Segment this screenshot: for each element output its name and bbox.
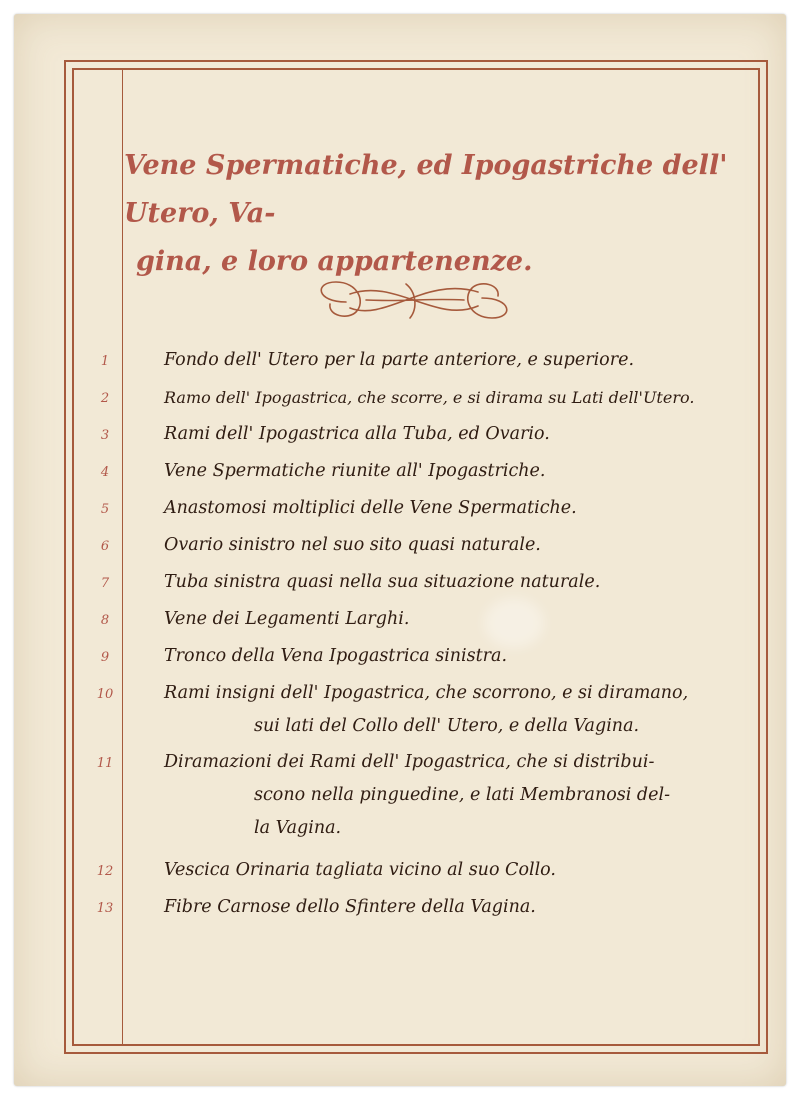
entry-number: 9	[100, 650, 110, 665]
entry-text: Ovario sinistro nel suo sito quasi naturale.	[164, 535, 541, 555]
page-title	[124, 142, 744, 286]
entry-number: 5	[100, 502, 110, 517]
entry-number: 13	[96, 901, 114, 916]
entry-text: Fondo dell' Utero per la parte anteriore, e superiore.	[164, 350, 635, 370]
entry-number: 10	[96, 687, 114, 702]
entry-number: 12	[96, 864, 114, 879]
margin-rule	[122, 68, 123, 1046]
entry-number: 2	[100, 391, 110, 406]
entry-line-3: la Vagina.	[254, 818, 342, 838]
entry-text: Vescica Orinaria tagliata vicino al suo Collo.	[164, 860, 556, 880]
entry-number: 1	[100, 354, 110, 369]
entry-number: 11	[96, 756, 114, 771]
entry-line-1: Diramazioni dei Rami dell' Ipogastrica, che si distribui-	[164, 752, 655, 772]
entry-text: Vene Spermatiche riunite all' Ipogastriche.	[164, 461, 546, 481]
entry-line-1: Rami insigni dell' Ipogastrica, che scorrono, e si diramano,	[164, 683, 689, 703]
entry-number: 4	[100, 465, 110, 480]
entry-line-2: sui lati del Collo dell' Utero, e della Vagina.	[254, 716, 640, 736]
entry-text: Rami dell' Ipogastrica alla Tuba, ed Ovario.	[164, 424, 550, 444]
entry-text: Tuba sinistra quasi nella sua situazione naturale.	[164, 572, 601, 592]
manuscript-page	[14, 14, 786, 1086]
calligraphic-flourish-icon	[306, 272, 522, 328]
title-line-1: Vene Spermatiche, ed Ipogastriche dell' Utero, Va-	[124, 150, 728, 229]
entry-text	[164, 746, 752, 845]
entry-text: Ramo dell' Ipogastrica, che scorre, e si dirama su Lati dell'Utero.	[164, 388, 695, 407]
entry-text: Tronco della Vena Ipogastrica sinistra.	[164, 646, 508, 666]
entry-number: 7	[100, 576, 110, 591]
entry-text: Anastomosi moltiplici delle Vene Spermatiche.	[164, 498, 577, 518]
entry-line-2: scono nella pinguedine, e lati Membranosi del-	[254, 785, 670, 805]
entry-text	[164, 677, 752, 743]
title-line-2: gina, e loro appartenenze.	[136, 246, 533, 277]
entry-number: 6	[100, 539, 110, 554]
entry-number: 3	[100, 428, 110, 443]
entry-number: 8	[100, 613, 110, 628]
entry-text: Fibre Carnose dello Sfintere della Vagina.	[164, 897, 536, 917]
entry-text: Vene dei Legamenti Larghi.	[164, 609, 410, 629]
